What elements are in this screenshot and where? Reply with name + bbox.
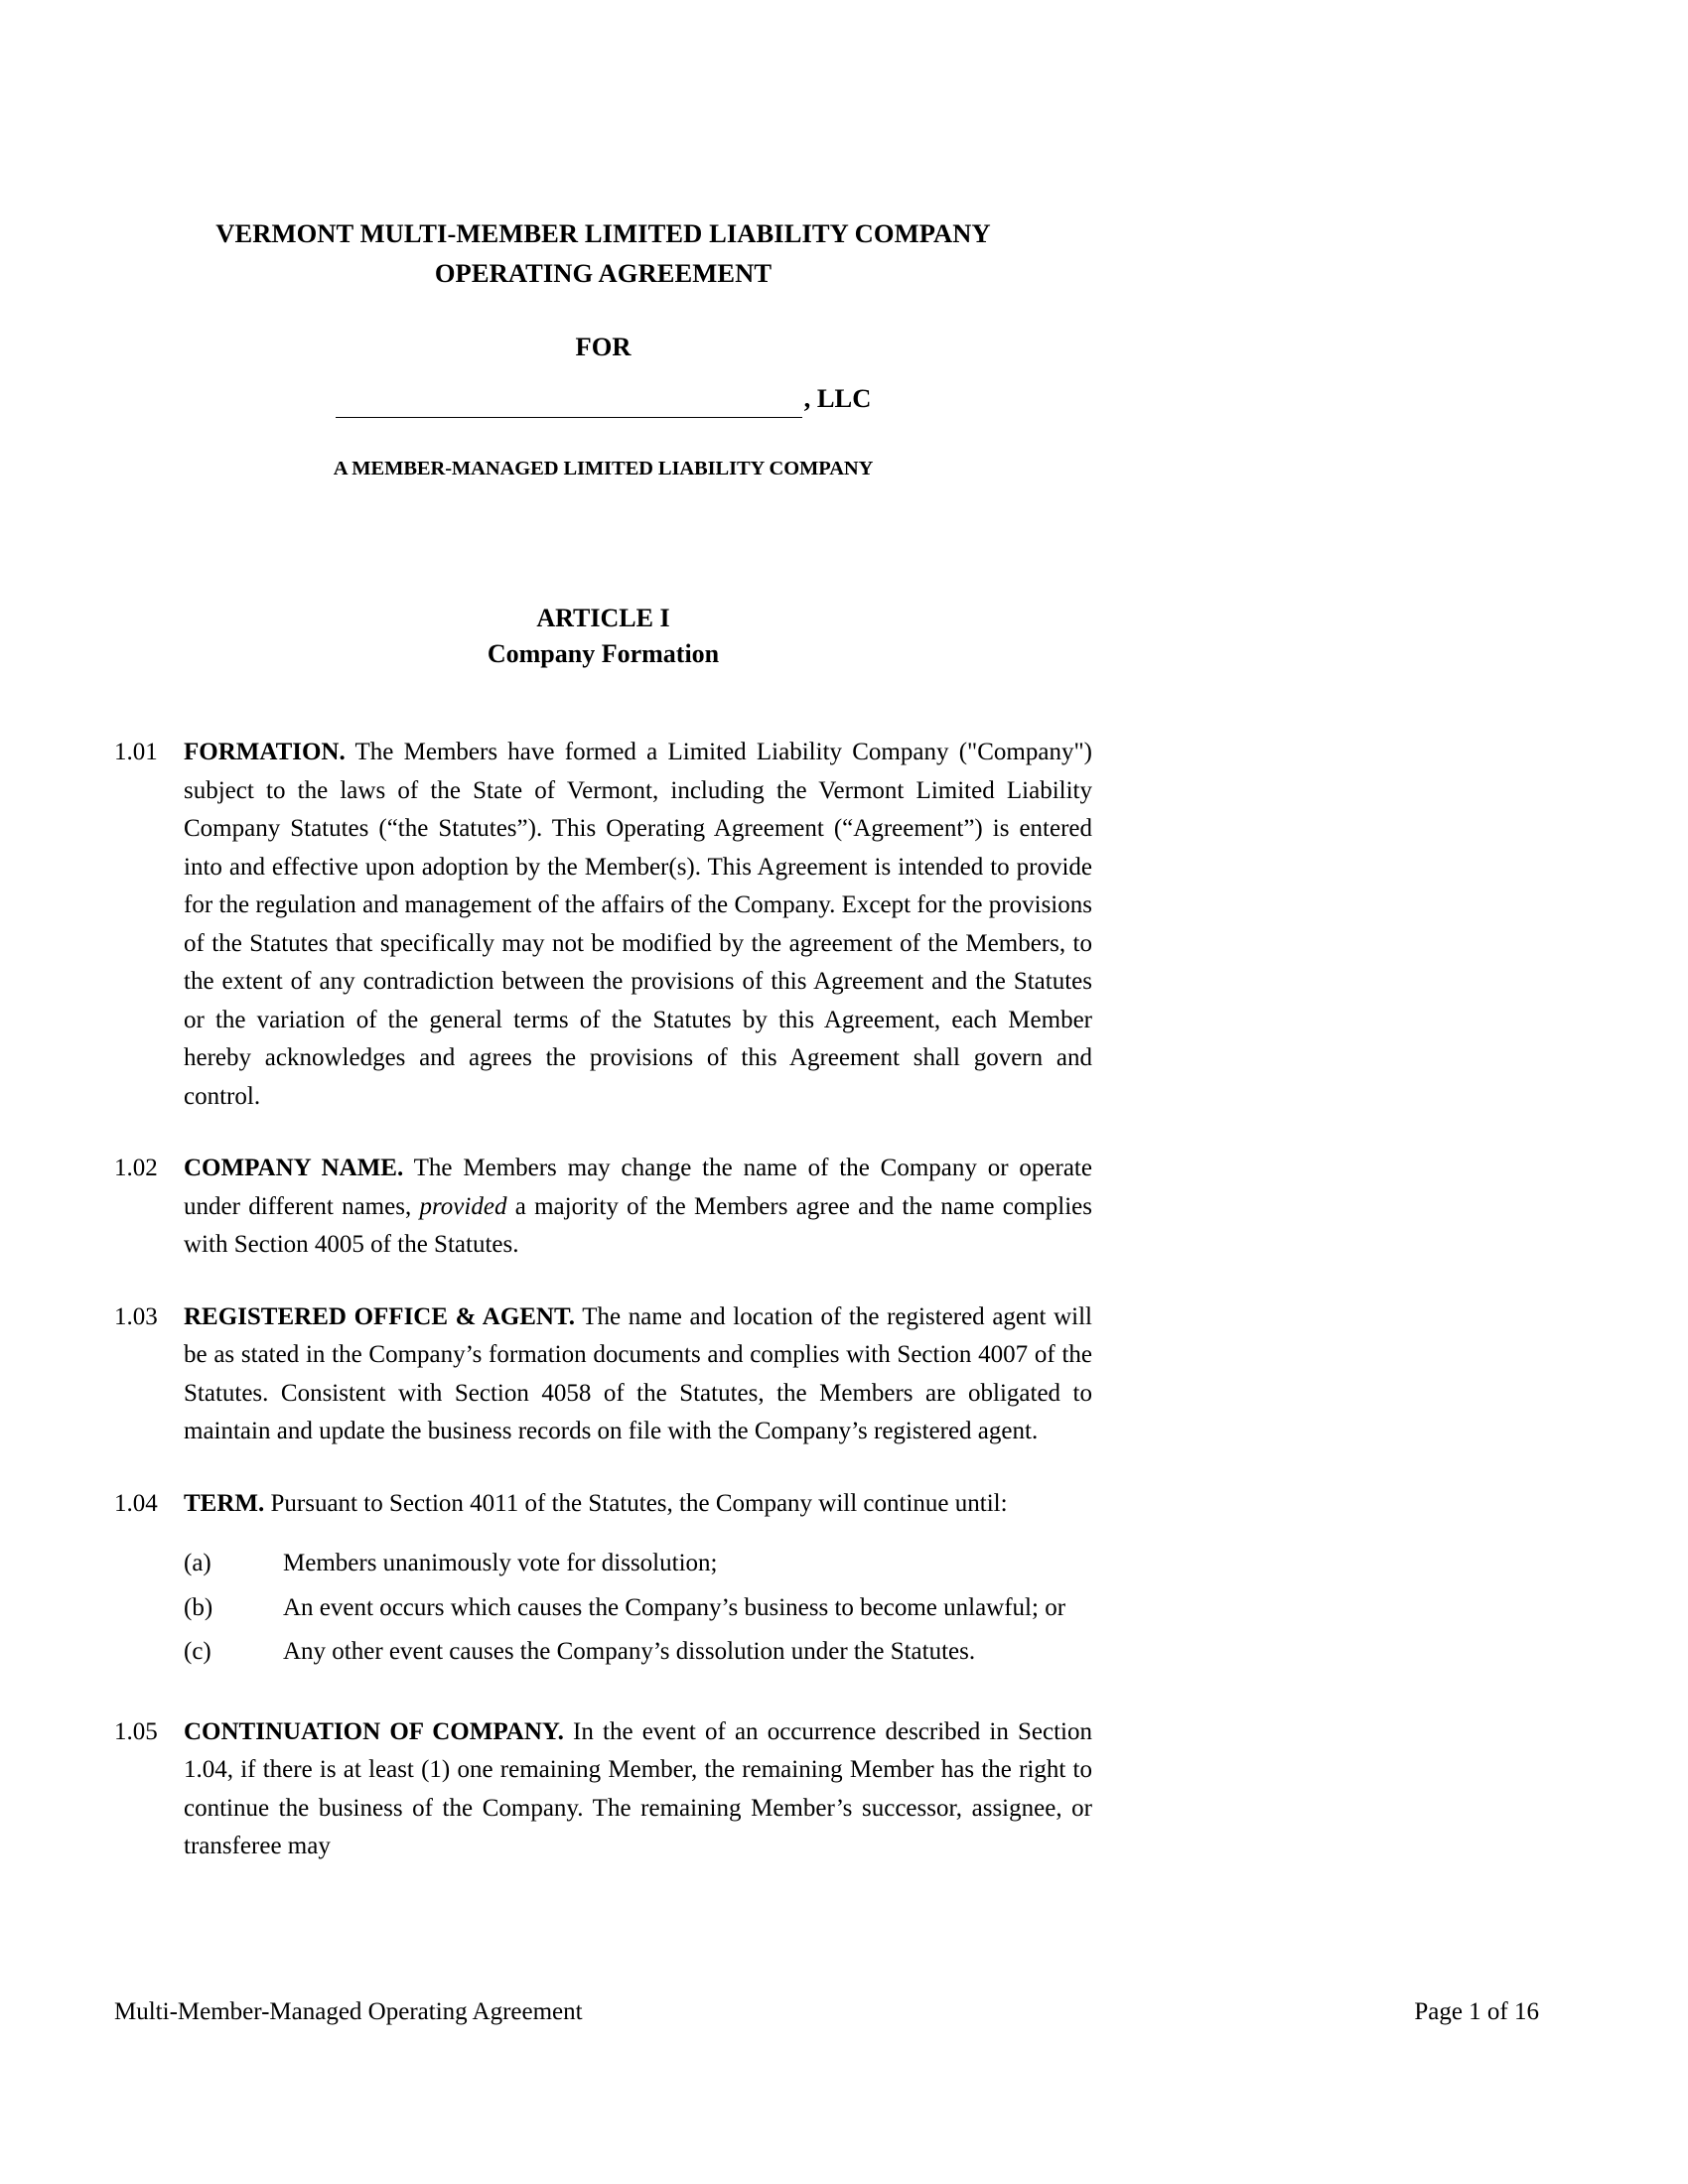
- sections-container: [114, 734, 1092, 1866]
- section-title: REGISTERED OFFICE & AGENT.: [184, 1302, 576, 1330]
- list-item-label: (b): [184, 1593, 213, 1621]
- section-title: COMPANY NAME.: [184, 1155, 404, 1181]
- company-name-blank-field[interactable]: [336, 391, 802, 418]
- list-item-label: (a): [184, 1550, 211, 1576]
- article-number: ARTICLE I: [536, 604, 670, 632]
- section-body: Pursuant to Section 4011 of the Statutes, the Company will continue until:: [264, 1489, 1008, 1517]
- section-title: CONTINUATION OF COMPANY.: [184, 1717, 564, 1745]
- company-name-line: [114, 378, 1092, 418]
- section-1-03: [114, 1298, 1092, 1451]
- section-title: FORMATION.: [184, 739, 346, 765]
- article-name: Company Formation: [487, 639, 720, 668]
- footer-page-number: Page 1 of 16: [1414, 1998, 1539, 2025]
- section-body: In the event of an occurrence described in Section 1.04, if there is at least (1) one remaining Member, the remaining Member has the right to continue the business of the Company. The remaining Member’s successor, assignee, or transferee may: [184, 1717, 1093, 1859]
- document-title-line-1: VERMONT MULTI-MEMBER LIMITED LIABILITY COMPANY: [215, 218, 991, 248]
- document-title-for-label: FOR: [575, 332, 632, 361]
- list-item-text: Any other event causes the Company’s dissolution under the Statutes.: [283, 1638, 976, 1665]
- term-conditions-list: [114, 1545, 1092, 1672]
- section-title: TERM.: [184, 1489, 265, 1517]
- list-item-text: An event occurs which causes the Company’s business to become unlawful; or: [283, 1593, 1066, 1621]
- list-item-text: Members unanimously vote for dissolution;: [283, 1550, 718, 1576]
- section-number: 1.05: [114, 1717, 158, 1745]
- section-1-05: [114, 1713, 1092, 1866]
- list-item-label: (c): [184, 1638, 211, 1665]
- document-title-line-2: OPERATING AGREEMENT: [434, 258, 773, 288]
- section-body: The Members have formed a Limited Liability Company ("Company") subject to the laws of the State of Vermont, including the Vermont Limited Liability Company Statutes (“the Statutes”). This Operating Agreement (“Agreement”) is entered into and effective upon adoption by the Member(s). This Agreement is intended to provide for the regulation and management of the affairs of the Company. Except for the provisions of the Statutes that specifically may not be modified by the agreement of the Members, to the extent of any contradiction between the provisions of this Agreement and the Statutes or the variation of the general terms of the Statutes by this Agreement, each Member hereby acknowledges and agrees the provisions of this Agreement shall govern and control.: [184, 739, 1092, 1110]
- section-number: 1.04: [114, 1489, 158, 1517]
- section-body-pre: The Members may change the name of the Company or operate under different names,: [184, 1155, 1092, 1220]
- section-1-04: [114, 1485, 1092, 1524]
- list-item: [184, 1589, 1092, 1628]
- article-heading-block: [114, 601, 1092, 672]
- section-body-post: a majority of the Members agree and the name complies with Section 4005 of the Statutes.: [184, 1192, 1092, 1258]
- document-subtitle: A MEMBER-MANAGED LIMITED LIABILITY COMPANY: [333, 458, 874, 479]
- section-number: 1.01: [114, 739, 158, 765]
- section-1-01: [114, 734, 1092, 1116]
- document-content: [114, 0, 1092, 1896]
- section-body: The name and location of the registered agent will be as stated in the Company’s formation documents and complies with Section 4007 of the Statutes. Consistent with Section 4058 of the Statutes, the Members are obligated to maintain and update the business records on file with the Company’s registered agent.: [184, 1302, 1092, 1444]
- section-number: 1.03: [114, 1302, 158, 1330]
- section-body-emphasis: provided: [419, 1192, 507, 1220]
- footer-document-title: Multi-Member-Managed Operating Agreement: [114, 1998, 583, 2025]
- llc-suffix-label: , LLC: [803, 383, 872, 413]
- section-number: 1.02: [114, 1155, 158, 1181]
- page-footer: [114, 1995, 1539, 2029]
- list-item: [184, 1545, 1092, 1583]
- title-block: [114, 213, 1092, 483]
- list-item: [184, 1633, 1092, 1672]
- section-1-02: [114, 1150, 1092, 1265]
